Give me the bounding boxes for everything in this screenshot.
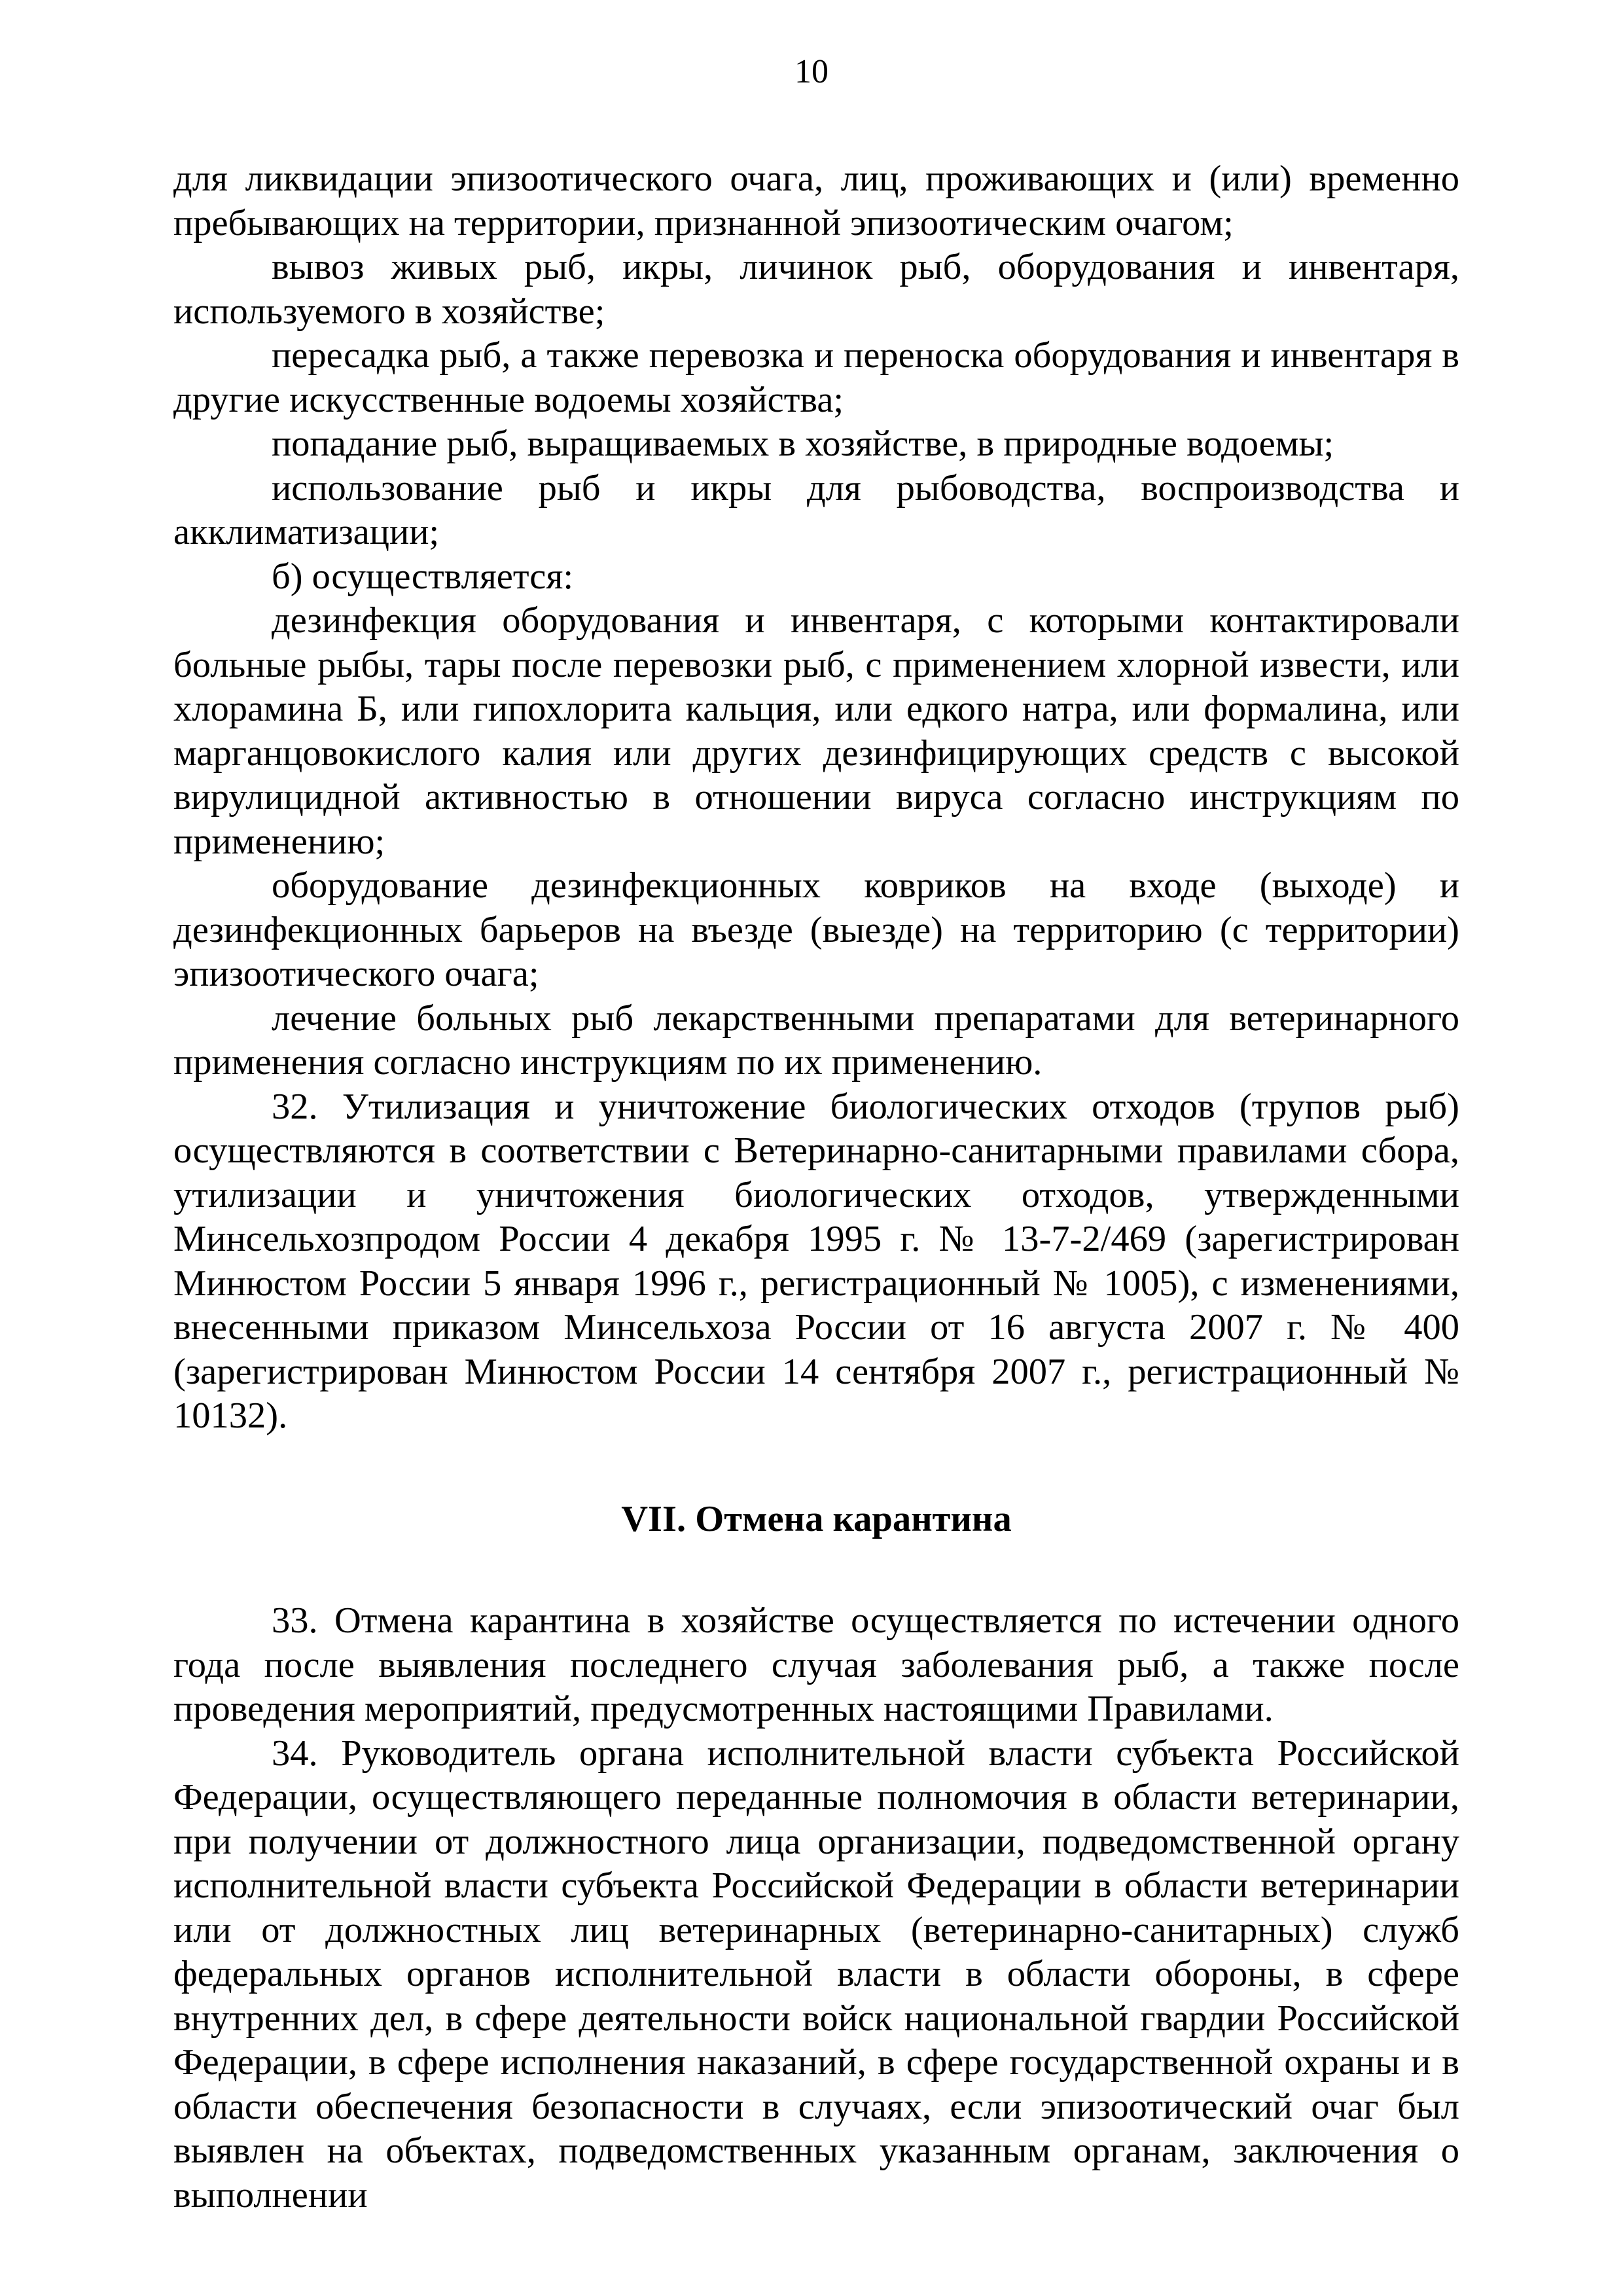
paragraph: б) осуществляется: (272, 556, 574, 597)
paragraph: дезинфекция оборудования и инвентаря, с которыми контактировали больные рыбы, тары после перевозки рыб, с применением хлорной извести, или хлорамина Б, или гипохлорита кальция, или едкого натра, или формалина, или марганцовокислого калия или других дезинфицирующих средств с высокой вирулицидной активностью в отношении вируса согласно инструкциям по применению; (173, 600, 1459, 862)
paragraph: использование рыб и икры для рыбоводства, воспроизводства и акклиматизации; (173, 467, 1459, 552)
paragraph: 32. Утилизация и уничтожение биологических отходов (трупов рыб) осуществляются в соответствии с Ветеринарно-санитарными правилами сбора, утилизации и уничтожения биологических отходов, утвержденными Минсельхозпродом России 4 декабря 1995 г. № 13-7-2/469 (зарегистрирован Минюстом России 5 января 1996 г., регистрационный № 1005), с изменениями, внесенными приказом Минсельхоза России от 16 августа 2007 г. № 400 (зарегистрирован Минюстом России 14 сентября 2007 г., регистрационный № 10132). (173, 1086, 1459, 1436)
paragraph: лечение больных рыб лекарственными препаратами для ветеринарного применения согласно инструкциям по их применению. (173, 997, 1459, 1083)
paragraph: 34. Руководитель органа исполнительной власти субъекта Российской Федерации, осуществляющего переданные полномочия в области ветеринарии, при получении от должностного лица организации, подведомственной органу исполнительной власти субъекта Российской Федерации в области ветеринарии или от должностных лиц ветеринарных (ветеринарно-санитарных) служб федеральных органов исполнительной власти в области обороны, в сфере внутренних дел, в сфере деятельности войск национальной гвардии Российской Федерации, в сфере исполнения наказаний, в сфере государственной охраны и в области обеспечения безопасности в случаях, если эпизоотический очаг был выявлен на объектах, подведомственных указанным органам, заключения о выполнении (173, 1732, 1459, 2215)
document-body (173, 157, 1459, 2217)
section-title: VII. Отмена карантина (621, 1498, 1012, 1539)
paragraph: оборудование дезинфекционных ковриков на входе (выходе) и дезинфекционных барьеров на въезде (выезде) на территорию (с территории) эпизоотического очага; (173, 865, 1459, 994)
paragraph: пересадка рыб, а также перевозка и переноска оборудования и инвентаря в другие искусственные водоемы хозяйства; (173, 335, 1459, 420)
paragraph: 33. Отмена карантина в хозяйстве осуществляется по истечении одного года после выявления последнего случая заболевания рыб, а также после проведения мероприятий, предусмотренных настоящими Правилами. (173, 1600, 1459, 1729)
paragraph: вывоз живых рыб, икры, личинок рыб, оборудования и инвентаря, используемого в хозяйстве; (173, 247, 1459, 332)
paragraph: попадание рыб, выращиваемых в хозяйстве, в природные водоемы; (272, 423, 1334, 464)
page-number: 10 (794, 53, 829, 90)
paragraph: для ликвидации эпизоотического очага, лиц, проживающих и (или) временно пребывающих на территории, признанной эпизоотическим очагом; (173, 158, 1459, 243)
